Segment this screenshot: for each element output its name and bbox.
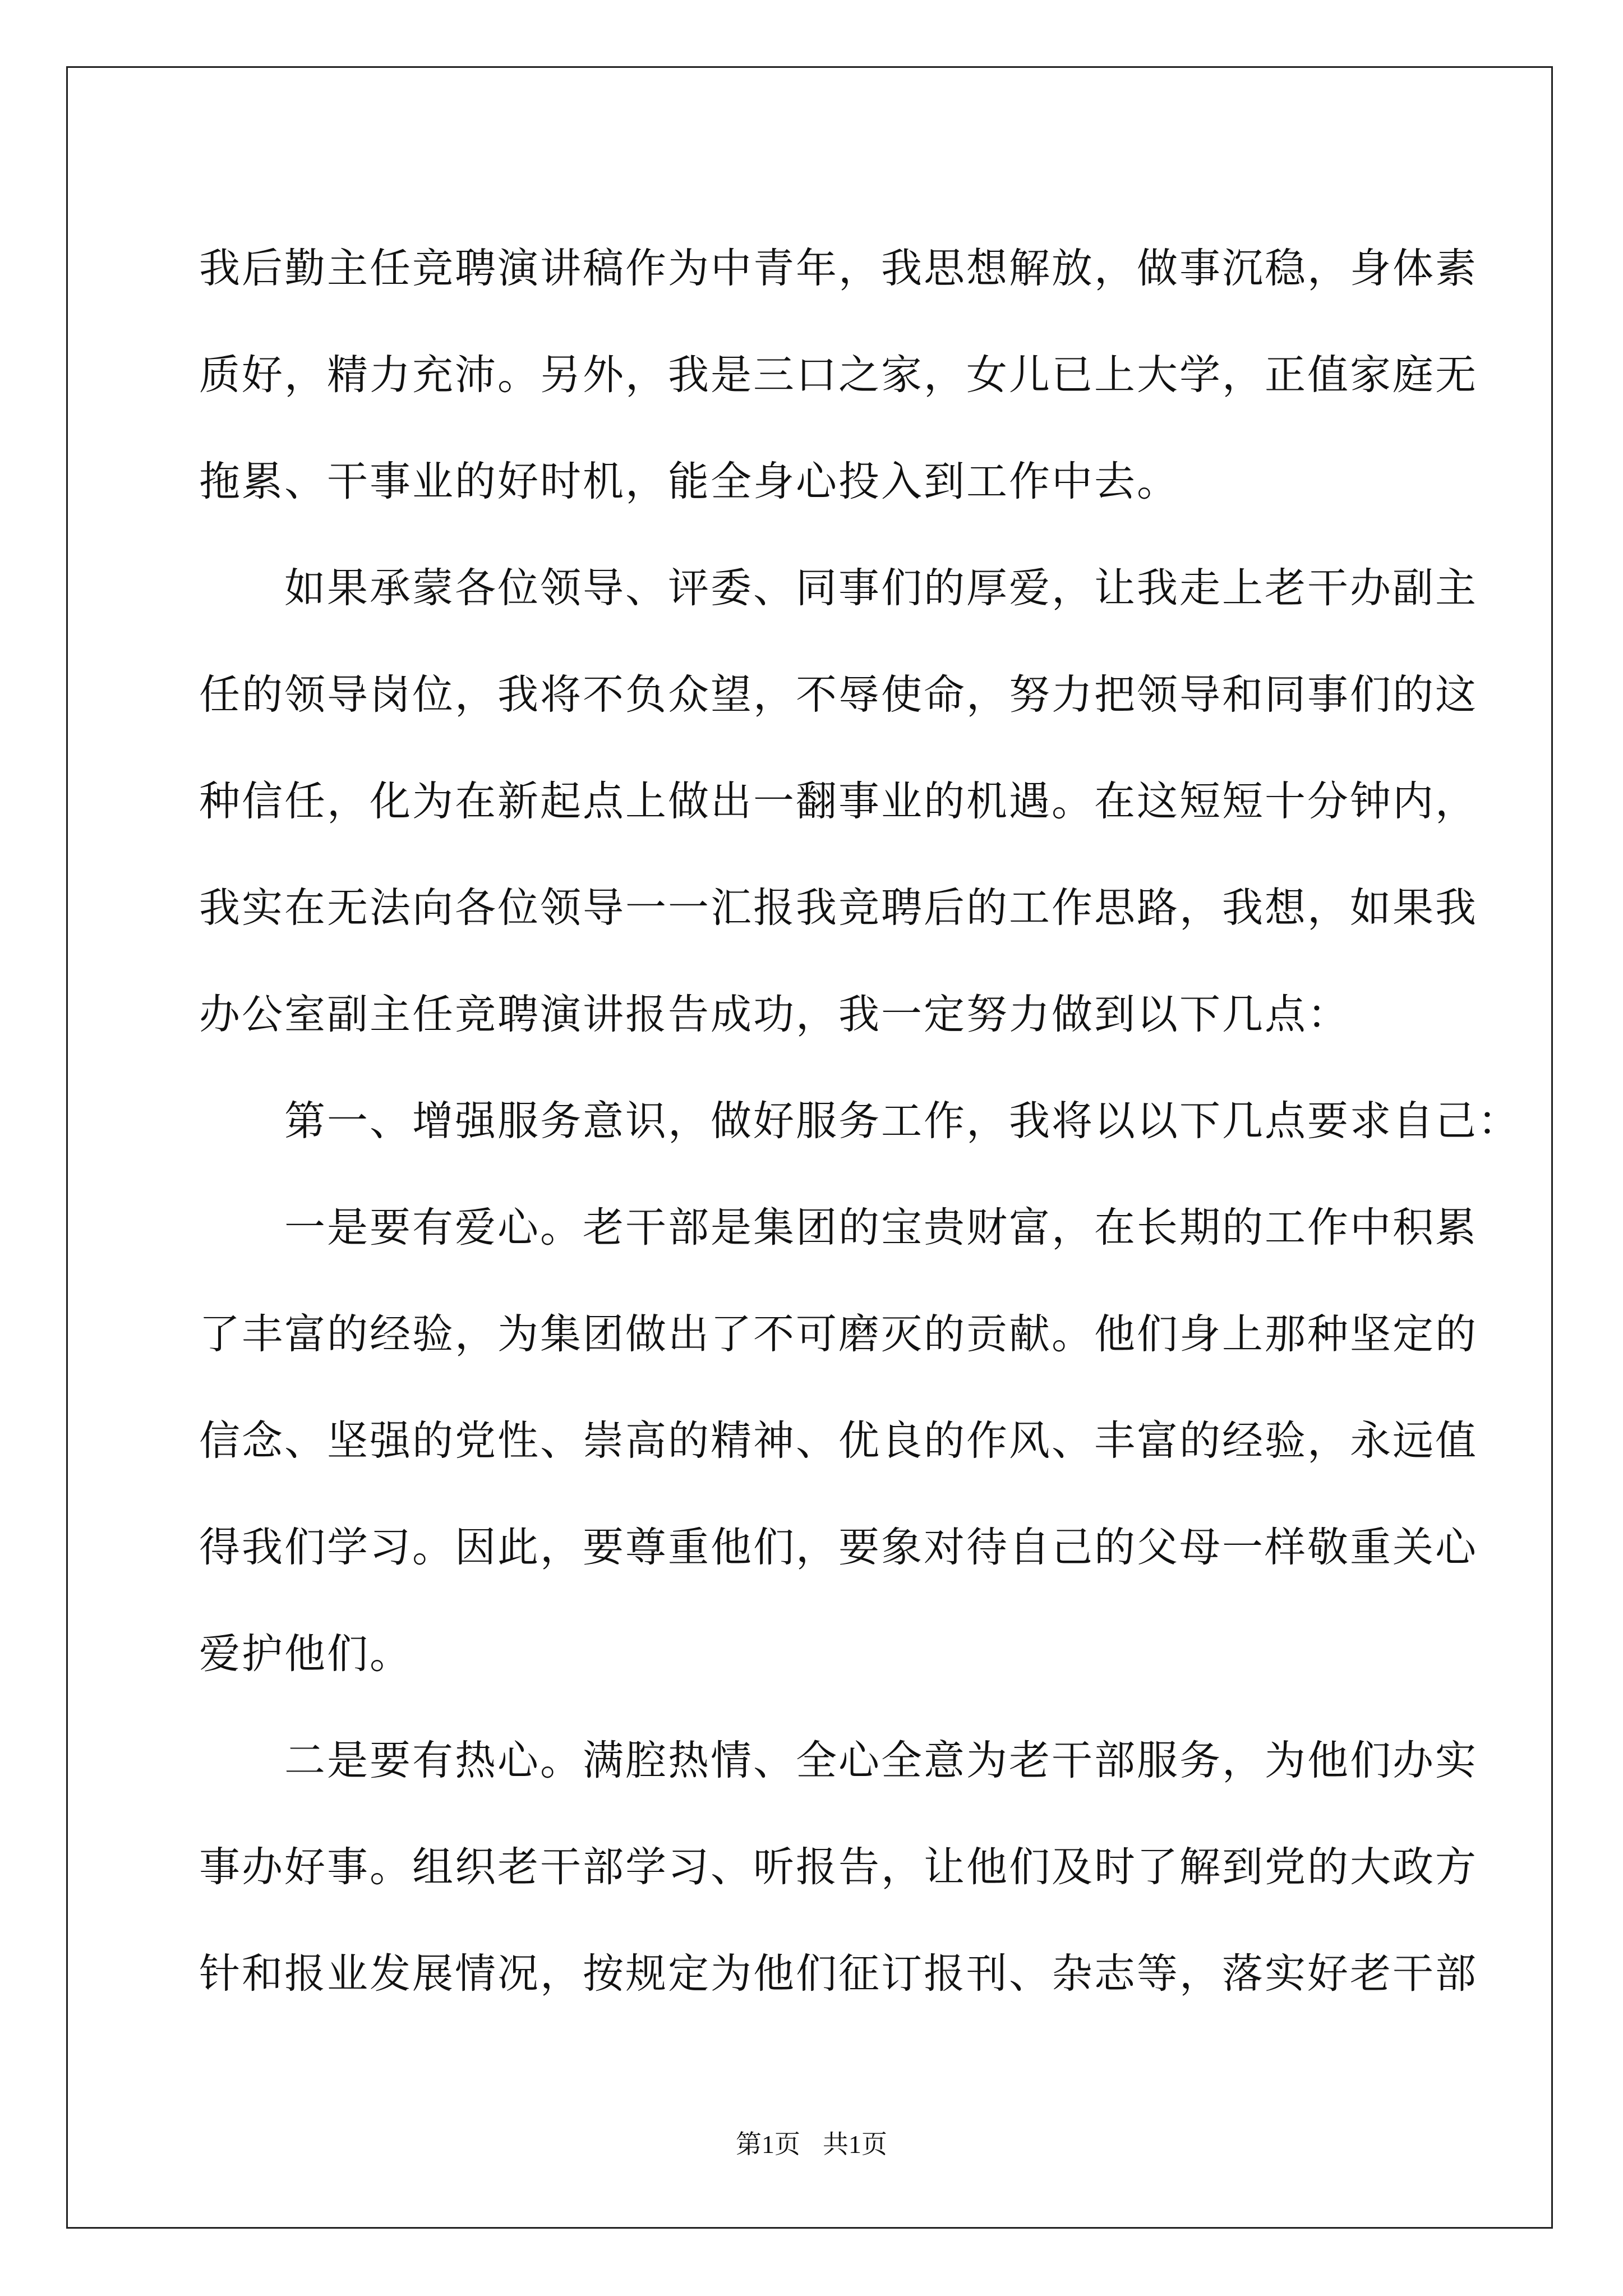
document-body [199,215,1520,2027]
text-line: 我实在无法向各位领导一一汇报我竞聘后的工作思路，我想，如果我 [199,884,1478,932]
text-line: 一是要有爱心。老干部是集团的宝贵财富，在长期的工作中积累 [199,1204,1478,1251]
page-number: 第1页 [736,2130,800,2159]
text-line: 得我们学习。因此，要尊重他们，要象对待自己的父母一样敬重关心 [199,1524,1478,1571]
text-line: 爱护他们。 [199,1630,412,1678]
text-line: 拖累、干事业的好时机，能全身心投入到工作中去。 [199,458,1179,505]
text-line: 种信任，化为在新起点上做出一翻事业的机遇。在这短短十分钟内， [199,777,1478,825]
text-line: 信念、坚强的党性、崇高的精神、优良的作风、丰富的经验，永远值 [199,1417,1478,1465]
text-line: 质好，精力充沛。另外，我是三口之家，女儿已上大学，正值家庭无 [199,351,1478,399]
page-total: 共1页 [823,2130,887,2159]
page-footer [0,2124,1623,2161]
text-line: 任的领导岗位，我将不负众望，不辱使命，努力把领导和同事们的这 [199,671,1478,719]
text-line: 二是要有热心。满腔热情、全心全意为老干部服务，为他们办实 [199,1737,1478,1784]
text-line: 我后勤主任竞聘演讲稿作为中青年，我思想解放，做事沉稳，身体素 [199,245,1478,292]
text-line: 事办好事。组织老干部学习、听报告，让他们及时了解到党的大政方 [199,1843,1478,1891]
text-line: 第一、增强服务意识，做好服务工作，我将以以下几点要求自己： [199,1097,1520,1145]
text-line: 办公室副主任竞聘演讲报告成功，我一定努力做到以下几点： [199,991,1350,1038]
text-line: 了丰富的经验，为集团做出了不可磨灭的贡献。他们身上那种坚定的 [199,1310,1478,1358]
text-line: 如果承蒙各位领导、评委、同事们的厚爱，让我走上老干办副主 [199,564,1478,612]
text-line: 针和报业发展情况，按规定为他们征订报刊、杂志等，落实好老干部 [199,1950,1478,1998]
